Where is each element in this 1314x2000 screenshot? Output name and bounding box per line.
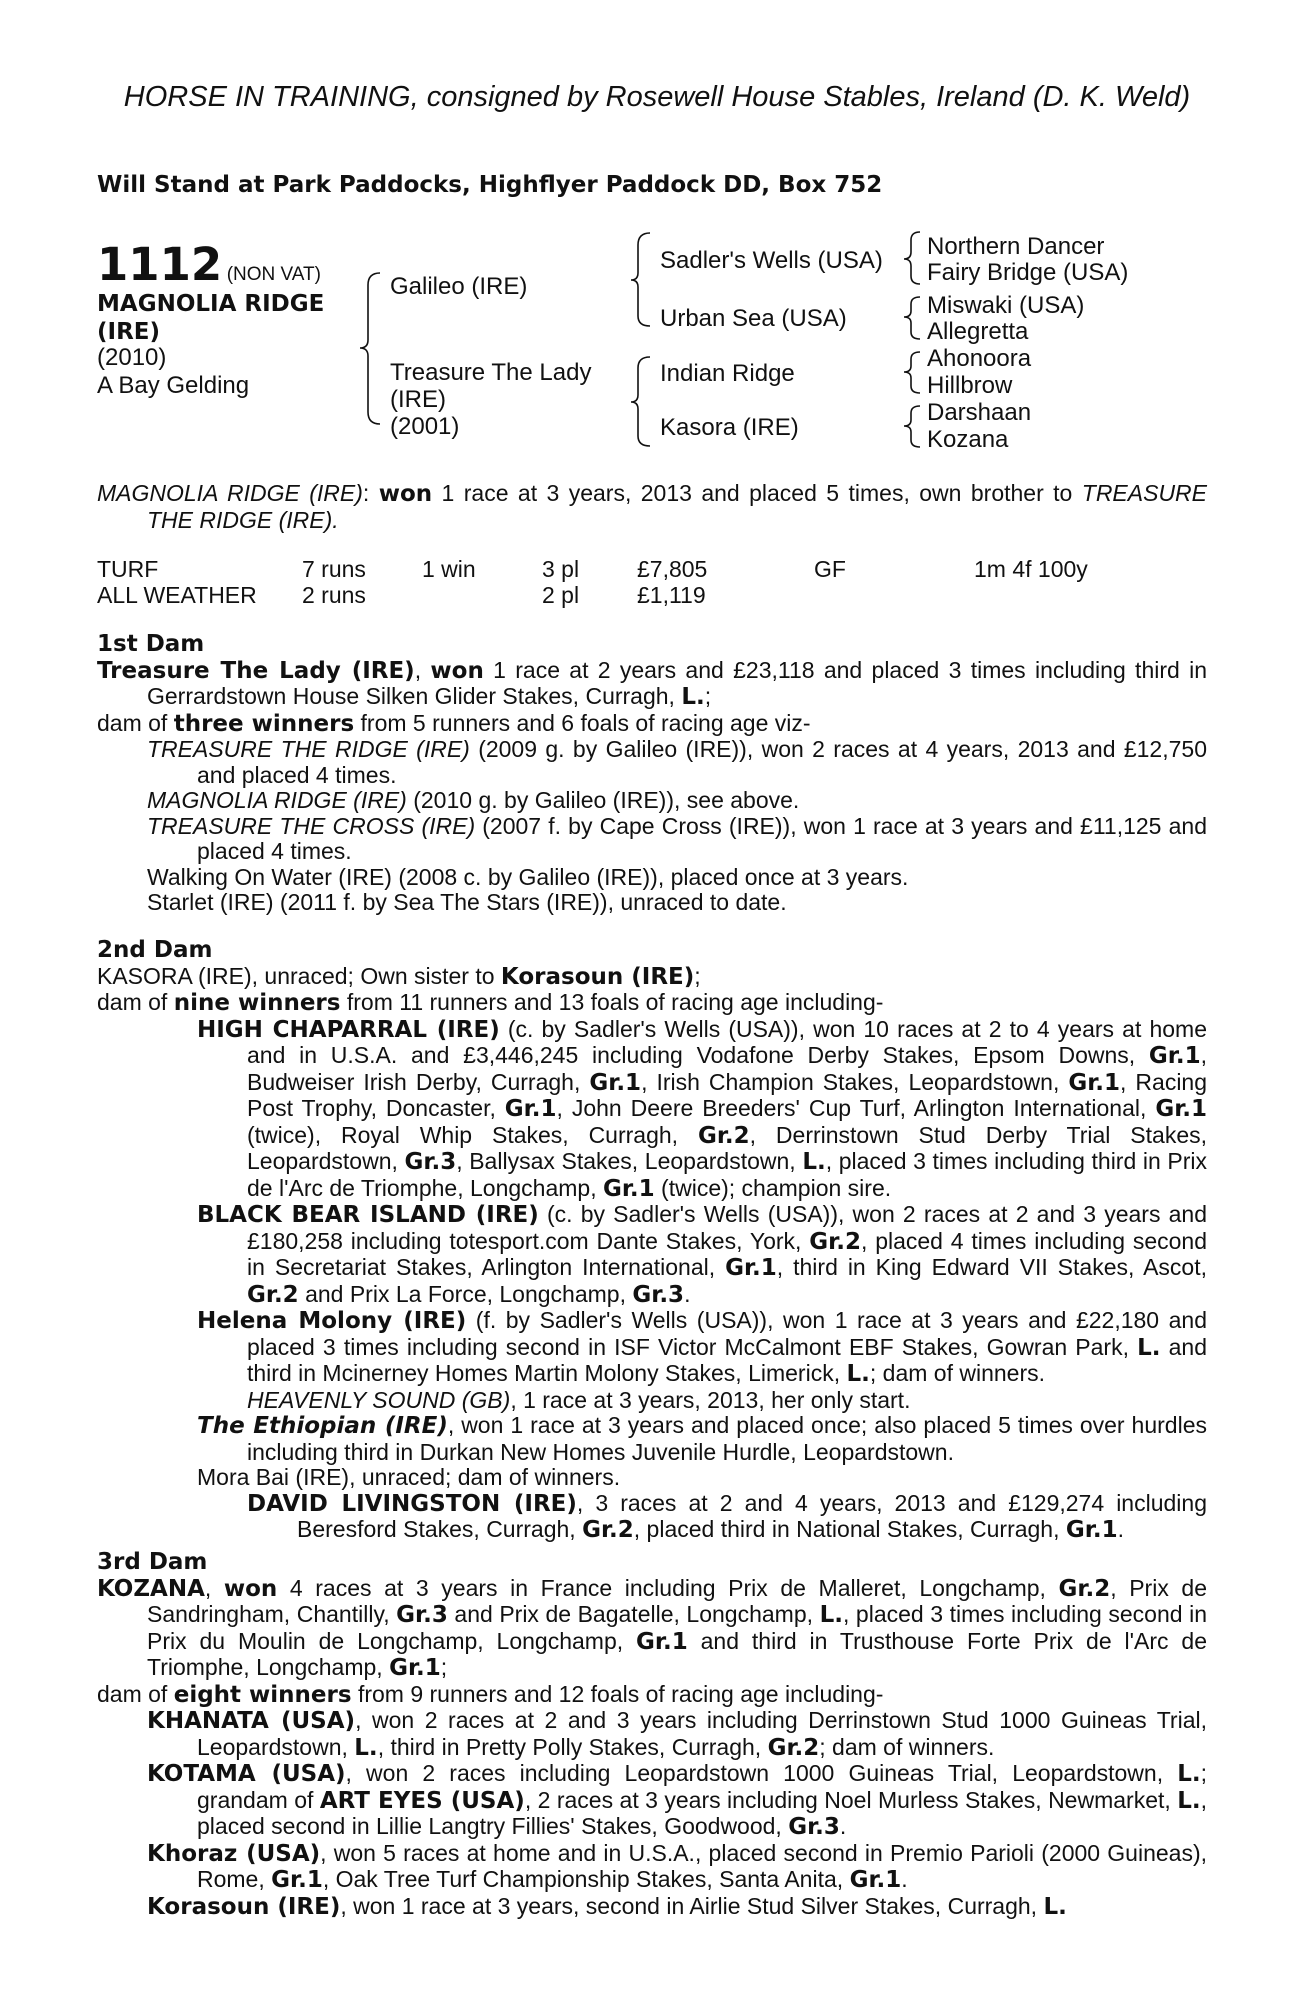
progeny-record: (2010 g. by Galileo (IRE)), see above.: [406, 787, 800, 813]
horse-name-line1: MAGNOLIA RIDGE: [97, 291, 325, 317]
progeny-name: HIGH CHAPARRAL (IRE): [197, 1016, 500, 1043]
progeny-name: DAVID LIVINGSTON (IRE): [247, 1490, 577, 1517]
text: from 5 runners and 6 foals of racing age viz-: [354, 709, 811, 736]
record-going: GF: [814, 556, 846, 582]
first-dam-record: 1 race at 2 years and £23,118 and placed 3 times including third in Gerrardstown House Silken Glider Stakes, Curragh,: [147, 656, 1208, 709]
progeny-name: KHANATA (USA): [147, 1708, 356, 1734]
brace-ds: [904, 352, 920, 393]
horse-description: A Bay Gelding: [97, 372, 250, 399]
pedigree-ddd: Kozana: [927, 426, 1009, 453]
vat-status: (NON VAT): [226, 264, 321, 285]
relative-name: Korasoun (IRE): [500, 963, 695, 990]
text: dam of: [97, 989, 174, 1015]
progeny-high-chaparral: HIGH CHAPARRAL (IRE) (c. by Sadler's Wells (USA)), won 10 races at 2 to 4 years at home and in U.S.A. and £3,446,245 including Vodafone Derby Stakes, Epsom Downs, Gr.1, Budweiser Irish Derby, Curragh, Gr.1, Irish Champion Stakes, Leopardstown, Gr.1, Racing Post Trophy, Doncaster, Gr.1, John Deere Breeders' Cup Turf, Arlington International, Gr.1 (twice), Royal Whip Stakes, Curragh, Gr.2, Derrinstown Stud Derby Trial Stakes, Leopardstown, Gr.3, Ballysax Stakes, Leopardstown, L., placed 3 times including third in Prix de l'Arc de Triomphe, Longchamp, Gr.1 (twice); champion sire.: [197, 1015, 1208, 1202]
grandprogeny-heavenly-sound: HEAVENLY SOUND (GB), 1 race at 3 years, 2013, her only start.: [247, 1386, 911, 1413]
progeny-helena-molony: Helena Molony (IRE) (f. by Sadler's Wells (USA)), won 1 race at 3 years and £22,180 and placed 3 times including second in ISF Victor McCalmont EBF Stakes, Gowran Park, L. and third in Mcinerney Homes Martin Molony Stakes, Limerick, L.; dam of winners.: [197, 1307, 1208, 1387]
record-wins: 1 win: [422, 556, 476, 582]
progeny-kotama: KOTAMA (USA), won 2 races including Leopardstown 1000 Guineas Trial, Leopardstown, L.; grandam of ART EYES (USA), 2 races at 3 years including Noel Murless Stakes, Newmarket, L., placed second in Lillie Langtry Fillies' Stakes, Goodwood, Gr.3.: [147, 1760, 1207, 1840]
pedigree-braces: [0, 0, 1314, 470]
grandprogeny-david-livingston: DAVID LIVINGSTON (IRE), 3 races at 2 and 4 years, 2013 and £129,274 including Beresford Stakes, Curragh, Gr.2, placed third in National Stakes, Curragh, Gr.1.: [247, 1489, 1207, 1543]
progeny-name: HEAVENLY SOUND (GB): [247, 1386, 511, 1413]
race-record-table: [97, 556, 1207, 608]
horse-name-line2: (IRE): [97, 319, 161, 345]
progeny-name: Khoraz (USA): [147, 1840, 321, 1867]
progeny-name: TREASURE THE RIDGE (IRE): [147, 736, 470, 762]
third-dam-name: KOZANA: [97, 1575, 205, 1602]
stand-location: Will Stand at Park Paddocks, Highflyer Paddock DD, Box 752: [97, 172, 883, 198]
progeny-name: The Ethiopian (IRE): [197, 1413, 448, 1439]
record-surface: ALL WEATHER: [97, 582, 257, 608]
record-runs: 2 runs: [302, 582, 366, 608]
text: KASORA (IRE), unraced; Own sister to: [97, 962, 501, 989]
summary-text: 1 race at 3 years, 2013 and placed 5 times, own brother to: [432, 480, 1073, 506]
pedigree-dam-dam: Kasora (IRE): [660, 414, 799, 441]
first-dam-section: 1st Dam Treasure The Lady (IRE), won 1 race at 2 years and £23,118 and placed 3 times including third in Gerrardstown House Silken Glider Stakes, Curragh, L.; dam of three winners from 5 runners and 6 foals of racing age viz- TREASURE THE RIDGE (IRE) (2009 g. by Galileo (IRE)), won 2 races at 4 years, 2013 and £12,750 and placed 4 times. MAGNOLIA RIDGE (IRE) (2010 g. by Galileo (IRE)), see above. TREASURE THE CROSS (IRE) (2007 f. by Cape Cross (IRE)), won 1 race at 3 years and £11,125 and placed 4 times. Walking On Water (IRE) (2008 c. by Galileo (IRE)), placed once at 3 years. Starlet (IRE) (2011 f. by Sea The Stars (IRE)), unraced to date.: [97, 631, 1208, 915]
grade-label: L.: [681, 684, 705, 710]
record-row-all-weather: [97, 582, 1207, 608]
pedigree-dam-line1: Treasure The Lady: [390, 359, 592, 386]
progeny-record: (2007 f. by Cape Cross (IRE)), won 1 race at 3 years and £11,125 and placed 4 times.: [197, 812, 1207, 864]
progeny-mora-bai: Mora Bai (IRE), unraced; dam of winners.: [197, 1464, 621, 1490]
pedigree-sds: Miswaki (USA): [927, 292, 1085, 319]
pedigree-dam-sire: Indian Ridge: [660, 360, 795, 387]
pedigree-dam-line3: (2001): [390, 413, 460, 440]
progeny-korasoun: Korasoun (IRE), won 1 race at 3 years, second in Airlie Stud Silver Stakes, Curragh, L.: [147, 1892, 1067, 1920]
brace-sire: [631, 233, 650, 326]
pedigree-sire-dam: Urban Sea (USA): [660, 305, 847, 332]
lot-number: 1112: [97, 238, 223, 291]
race-summary: MAGNOLIA RIDGE (IRE): won 1 race at 3 years, 2013 and placed 5 times, own brother to TREASURE THE RIDGE (IRE).: [97, 480, 1208, 533]
record-row-turf: [97, 556, 1207, 582]
progeny-name: KOTAMA (USA): [147, 1761, 346, 1787]
pedigree-dam-line2: (IRE): [390, 386, 446, 413]
record-earnings: £1,119: [637, 582, 706, 608]
record-distance: 1m 4f 100y: [974, 556, 1088, 582]
record-places: 3 pl: [542, 556, 580, 582]
pedigree-ssd: Fairy Bridge (USA): [927, 259, 1129, 286]
winners-count: nine winners: [173, 990, 341, 1016]
page-heading: HORSE IN TRAINING, consigned by Rosewell House Stables, Ireland (D. K. Weld): [123, 81, 1191, 113]
progeny-name: MAGNOLIA RIDGE (IRE): [147, 787, 407, 813]
pedigree-sss: Northern Dancer: [927, 233, 1105, 260]
progeny-name: TREASURE THE CROSS (IRE): [147, 812, 476, 839]
progeny-khoraz: Khoraz (USA), won 5 races at home and in U.S.A., placed second in Premio Parioli (2000 Guineas), Rome, Gr.1, Oak Tree Turf Championship Stakes, Santa Anita, Gr.1.: [147, 1839, 1207, 1893]
pedigree-dss: Ahonoora: [927, 345, 1032, 372]
summary-horse-name: MAGNOLIA RIDGE (IRE): [97, 480, 363, 506]
brace-main: [360, 273, 380, 424]
pedigree-sdd: Allegretta: [927, 318, 1029, 345]
first-dam-won: won: [430, 657, 484, 684]
record-earnings: £7,805: [637, 556, 708, 582]
progeny-record: (2009 g. by Galileo (IRE)), won 2 races at 4 years, 2013 and £12,750 and placed 4 times.: [197, 736, 1207, 788]
progeny-name: BLACK BEAR ISLAND (IRE): [197, 1202, 539, 1228]
brace-ss: [904, 232, 920, 284]
summary-won: won: [378, 481, 433, 507]
brace-sd: [904, 297, 920, 339]
text: dam of: [97, 709, 174, 736]
pedigree-sire: Galileo (IRE): [390, 273, 528, 300]
third-dam-section: 3rd Dam KOZANA, won 4 races at 3 years in France including Prix de Malleret, Longchamp, Gr.2, Prix de Sandringham, Chantilly, Gr.3 and Prix de Bagatelle, Longchamp, L., placed 3 times including second in Prix du Moulin de Longchamp, Longchamp, Gr.1 and third in Trusthouse Forte Prix de l'Arc de Triomphe, Longchamp, Gr.1; dam of eight winners from 9 runners and 12 foals of racing age including- KHANATA (USA), won 2 races at 2 and 3 years including Derrinstown Stud 1000 Guineas Trial, Leopardstown, L., third in Pretty Polly Stakes, Curragh, Gr.2; dam of winners. KOTAMA (USA), won 2 races including Leopardstown 1000 Guineas Trial, Leopardstown, L.; grandam of ART EYES (USA), 2 races at 3 years including Noel Murless Stakes, Newmarket, L., placed second in Lillie Langtry Fillies' Stakes, Goodwood, Gr.3. Khoraz (USA), won 5 races at home and in U.S.A., placed second in Premio Parioli (2000 Guineas), Rome, Gr.1, Oak Tree Turf Championship Stakes, Santa Anita, Gr.1. Korasoun (IRE), won 1 race at 3 years, second in Airlie Stud Silver Stakes, Curragh, L.: [97, 1549, 1207, 1920]
winners-count: three winners: [173, 710, 355, 737]
winners-count: eight winners: [173, 1681, 352, 1708]
brace-dam: [631, 357, 650, 446]
second-dam-title: 2nd Dam: [97, 937, 213, 963]
record-places: 2 pl: [542, 582, 580, 608]
second-dam-section: [97, 938, 1207, 1544]
text: ;: [694, 962, 701, 989]
first-dam-title: 1st Dam: [97, 631, 205, 657]
horse-year: (2010): [97, 344, 167, 371]
progeny-name: Korasoun (IRE): [147, 1893, 341, 1920]
record-surface: TURF: [97, 556, 159, 582]
pedigree-dsd: Hillbrow: [927, 372, 1013, 399]
progeny-record: Starlet (IRE) (2011 f. by Sea The Stars (IRE)), unraced to date.: [147, 889, 787, 915]
record-runs: 7 runs: [302, 556, 366, 582]
third-dam-record: KOZANA, won 4 races at 3 years in France including Prix de Malleret, Longchamp, Gr.2, Prix de Sandringham, Chantilly, Gr.3 and Prix de Bagatelle, Longchamp, L., placed 3 times including second in Prix du Moulin de Longchamp, Longchamp, Gr.1 and third in Trusthouse Forte Prix de l'Arc de Triomphe, Longchamp, Gr.1;: [97, 1574, 1207, 1681]
summary-brother: TREASURE THE RIDGE (IRE).: [147, 480, 1208, 533]
pedigree-sire-sire: Sadler's Wells (USA): [660, 247, 883, 274]
text: from 11 runners and 13 foals of racing age including-: [340, 989, 884, 1015]
progeny-record: Walking On Water (IRE) (2008 c. by Galileo (IRE)), placed once at 3 years.: [147, 863, 909, 890]
third-dam-title: 3rd Dam: [97, 1549, 208, 1575]
progeny-name: Helena Molony (IRE): [197, 1308, 467, 1334]
progeny-black-bear-island: BLACK BEAR ISLAND (IRE) (c. by Sadler's Wells (USA)), won 2 races at 2 and 3 years and £180,258 including totesport.com Dante Stakes, York, Gr.2, placed 4 times including second in Secretariat Stakes, Arlington International, Gr.1, third in King Edward VII Stakes, Ascot, Gr.2 and Prix La Force, Longchamp, Gr.3.: [197, 1201, 1208, 1308]
progeny-khanata: KHANATA (USA), won 2 races at 2 and 3 years including Derrinstown Stud 1000 Guineas Trial, Leopardstown, L., third in Pretty Polly Stakes, Curragh, Gr.2; dam of winners.: [147, 1707, 1207, 1761]
brace-dd: [904, 406, 920, 447]
first-dam-name: Treasure The Lady (IRE): [97, 657, 415, 684]
progeny-the-ethiopian: The Ethiopian (IRE), won 1 race at 3 years and placed once; also placed 5 times over hurdles including third in Durkan New Homes Juvenile Hurdle, Leopardstown.: [197, 1412, 1207, 1465]
pedigree-dds: Darshaan: [927, 399, 1032, 426]
